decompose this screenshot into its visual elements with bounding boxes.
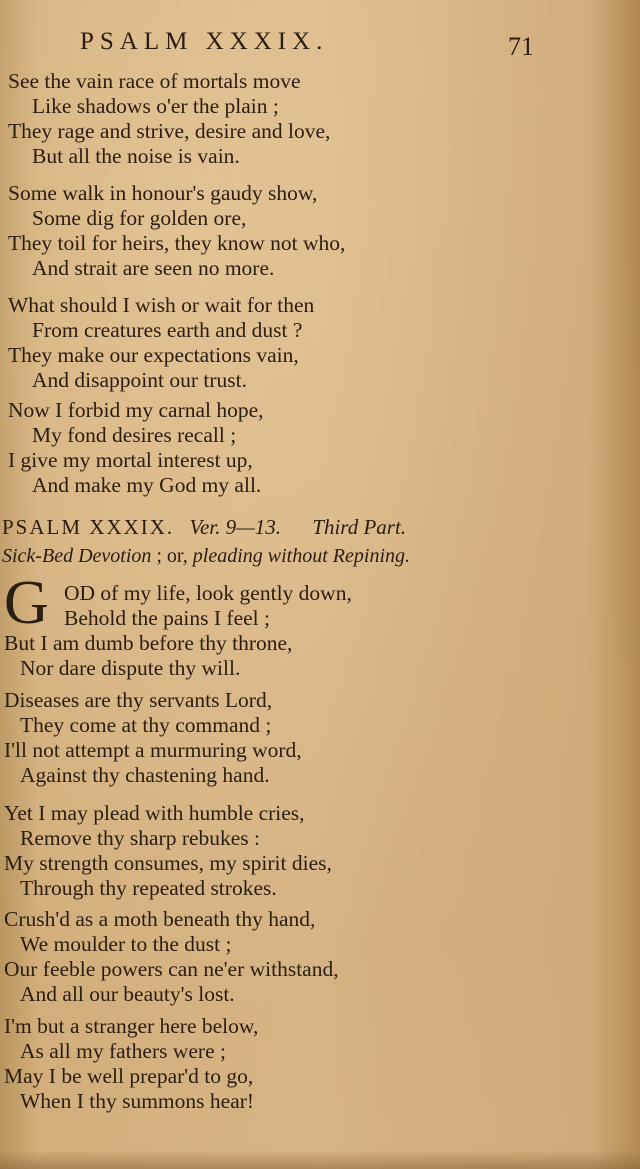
verse-line: Remove thy sharp rebukes : <box>20 826 261 850</box>
verse-line: But I am dumb before thy throne, <box>4 631 293 655</box>
section-part: Third Part. <box>312 515 407 539</box>
subtitle-b: pleading without Repining. <box>192 545 411 567</box>
verse-line: From creatures earth and dust ? <box>32 318 303 342</box>
verse-line: Nor dare dispute thy will. <box>20 656 241 680</box>
verse-line: But all the noise is vain. <box>32 144 240 168</box>
verse-line: Some dig for golden ore, <box>32 206 247 230</box>
verse-line: Against thy chastening hand. <box>20 763 270 787</box>
verse-line: Behold the pains I feel ; <box>64 606 270 630</box>
verse-line: And disappoint our trust. <box>32 368 247 392</box>
section-verses: Ver. 9—13. <box>189 515 282 539</box>
subtitle-sep: ; or, <box>156 545 188 567</box>
section-heading <box>2 515 406 540</box>
verse-line: When I thy summons hear! <box>20 1089 255 1113</box>
verse-line: Through thy repeated strokes. <box>20 876 277 900</box>
verse-line: Diseases are thy servants Lord, <box>4 688 273 712</box>
verse-line: As all my fathers were ; <box>20 1039 226 1063</box>
verse-line: And strait are seen no more. <box>32 256 275 280</box>
verse-line: And all our beauty's lost. <box>20 982 235 1006</box>
page-bottom-edge <box>0 1150 640 1169</box>
verse-line: I'll not attempt a murmuring word, <box>4 738 302 762</box>
section-title: PSALM XXXIX. <box>2 515 175 539</box>
running-header <box>80 28 600 68</box>
verse-line: I'm but a stranger here below, <box>4 1014 259 1038</box>
verse-line: They rage and strive, desire and love, <box>8 119 331 143</box>
verse-line: Some walk in honour's gaudy show, <box>8 181 318 205</box>
section-subtitle <box>2 545 410 568</box>
verse-line: My fond desires recall ; <box>32 423 237 447</box>
verse-line: We moulder to the dust ; <box>20 932 232 956</box>
verse-line: Crush'd as a moth beneath thy hand, <box>4 907 316 931</box>
verse-line: They come at thy command ; <box>20 713 272 737</box>
verse-line: Our feeble powers can ne'er withstand, <box>4 957 339 981</box>
verse-line: Like shadows o'er the plain ; <box>32 94 279 118</box>
drop-cap: G <box>4 569 49 637</box>
verse-line: My strength consumes, my spirit dies, <box>4 851 332 875</box>
verse-line: They toil for heirs, they know not who, <box>8 231 346 255</box>
verse-line: And make my God my all. <box>32 473 262 497</box>
running-title: PSALM XXXIX. <box>80 28 329 55</box>
verse-line: Now I forbid my carnal hope, <box>8 398 264 422</box>
page-number: 71 <box>508 32 534 61</box>
verse-line: They make our expectations vain, <box>8 343 299 367</box>
verse-line: OD of my life, look gently down, <box>64 581 352 605</box>
verse-line: See the vain race of mortals move <box>8 69 301 93</box>
subtitle-a: Sick-Bed Devotion <box>2 545 152 567</box>
verse-line: I give my mortal interest up, <box>8 448 253 472</box>
verse-line: Yet I may plead with humble cries, <box>4 801 305 825</box>
verse-line: What should I wish or wait for then <box>8 293 315 317</box>
verse-line: May I be well prepar'd to go, <box>4 1064 254 1088</box>
